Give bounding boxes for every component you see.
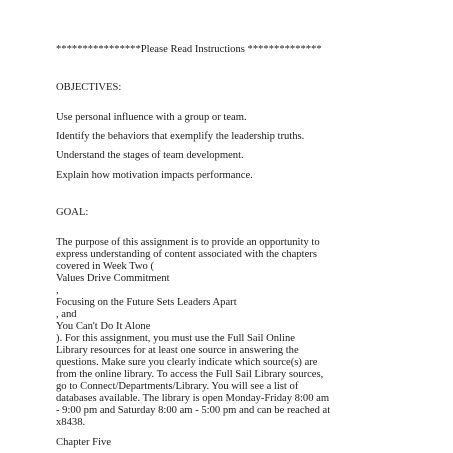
goal-line: x8438.	[56, 417, 86, 428]
chapter-title-future: Focusing on the Future Sets Leaders Apart	[56, 297, 237, 308]
goal-line: - 9:00 pm and Saturday 8:00 am - 5:00 pm and can be reached at	[56, 405, 331, 416]
chapter-heading: Chapter Five	[56, 437, 112, 448]
goal-line: questions. Make sure you clearly indicate which source(s) are	[56, 357, 318, 368]
goal-line: , and	[56, 309, 77, 320]
goal-line: databases available. The library is open Monday-Friday 8:00 am	[56, 393, 330, 404]
objective-item: Identify the behaviors that exemplify the leadership truths.	[56, 131, 305, 142]
goal-line: ). For this assignment, you must use the Full Sail Online	[56, 333, 295, 344]
objective-item: Explain how motivation impacts performance.	[56, 170, 253, 181]
goal-paragraph	[56, 237, 406, 429]
goal-line: go to Connect/Departments/Library. You will see a list of	[56, 381, 299, 392]
instructions-banner: ****************Please Read Instructions **************	[56, 44, 322, 55]
objective-item: Use personal influence with a group or team.	[56, 112, 247, 123]
goal-line: express understanding of content associated with the chapters	[56, 249, 317, 260]
objective-item: Understand the stages of team development.	[56, 150, 244, 161]
goal-line: The purpose of this assignment is to provide an opportunity to	[56, 237, 320, 248]
chapter-title-alone: You Can't Do It Alone	[56, 321, 151, 332]
goal-line: from the online library. To access the Full Sail Library sources,	[56, 369, 324, 380]
goal-heading: GOAL:	[56, 207, 89, 218]
goal-line: covered in Week Two (	[56, 261, 155, 272]
goal-line: ,	[56, 285, 59, 296]
chapter-title-values: Values Drive Commitment	[56, 273, 170, 284]
goal-line: Library resources for at least one source in answering the	[56, 345, 299, 356]
objectives-heading: OBJECTIVES:	[56, 82, 122, 93]
